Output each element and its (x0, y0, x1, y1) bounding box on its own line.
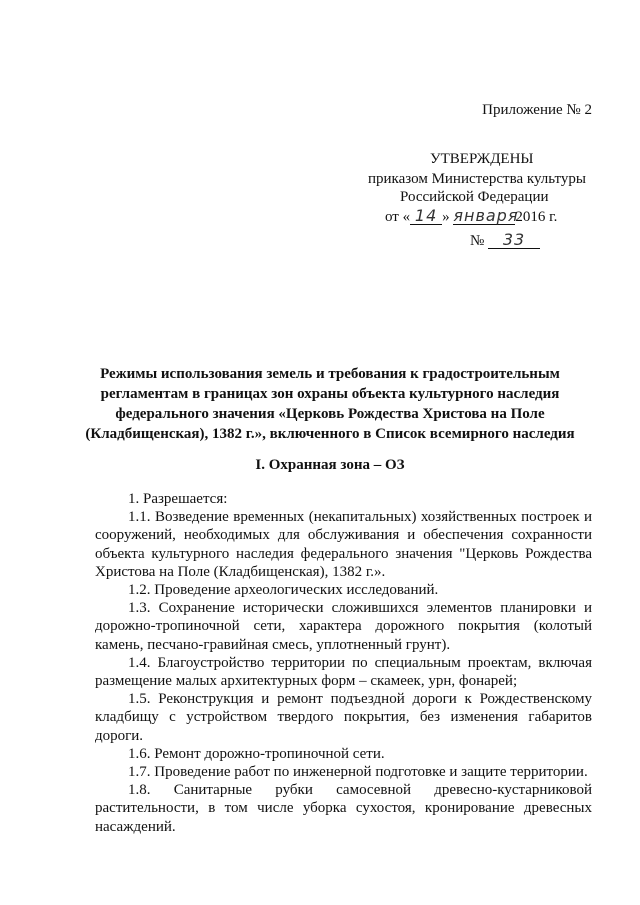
title-line: регламентам в границах зон охраны объекта культурного наследия (100, 386, 560, 402)
paragraph: 1.3. Сохранение исторически сложившихся элементов планировки и дорожно-тропиночной сети, характера дорожного покрытия (колотый камень, песчано-гравийная смесь, уплотненный грунт). (95, 600, 592, 653)
paragraph: 1. Разрешается: (128, 491, 228, 507)
approval-number (470, 232, 540, 250)
number-prefix: № (470, 233, 485, 249)
paragraph: 1.5. Реконструкция и ремонт подъездной дороги к Рождественскому кладбищу с устройством твердого покрытия, без изменения габаритов дороги. (95, 691, 592, 744)
date-month: января (453, 206, 519, 225)
paragraph: 1.7. Проведение работ по инженерной подготовке и защите территории. (128, 764, 588, 781)
title-line: федерального значения «Церковь Рождества Христова на Поле (115, 406, 545, 422)
appendix-label: Приложение № 2 (482, 102, 592, 118)
approval-date (385, 208, 557, 226)
paragraph: 1.1. Возведение временных (некапитальных) хозяйственных построек и сооружений, необходимых для обслуживания и обеспечения сохранности объекта культурного наследия федерального значения "Церковь Рождества Христова на Поле (Кладбищенская), 1382 г.». (95, 509, 592, 580)
approval-country: Российской Федерации (400, 189, 549, 205)
paragraph: 1.8. Санитарные рубки самосевной древесно-кустарниковой растительности, в том числе уборка сухостоя, кронирование древесных насаждений. (95, 782, 592, 835)
paragraph: 1.2. Проведение археологических исследований. (128, 582, 439, 599)
paragraph: 1.6. Ремонт дорожно-тропиночной сети. (128, 745, 385, 762)
paragraph: 1.4. Благоустройство территории по специальным проектам, включая размещение малых архитектурных форм – скамеек, урн, фонарей; (95, 654, 592, 690)
title-line: (Кладбищенская), 1382 г.», включенного в Список всемирного наследия (85, 426, 575, 442)
document-body (95, 490, 592, 836)
section-heading: I. Охранная зона – ОЗ (255, 457, 405, 473)
approval-title: УТВЕРЖДЕНЫ (430, 151, 534, 167)
number-value: 33 (488, 232, 540, 249)
date-year: 2016 г. (515, 209, 558, 225)
date-day: 14 (410, 208, 442, 225)
title-line: Режимы использования земель и требования к градостроительным (100, 366, 560, 382)
date-prefix: от « (385, 209, 411, 225)
document-title (70, 364, 590, 444)
approval-issuer: приказом Министерства культуры (368, 171, 586, 187)
date-mid: » (442, 209, 450, 225)
